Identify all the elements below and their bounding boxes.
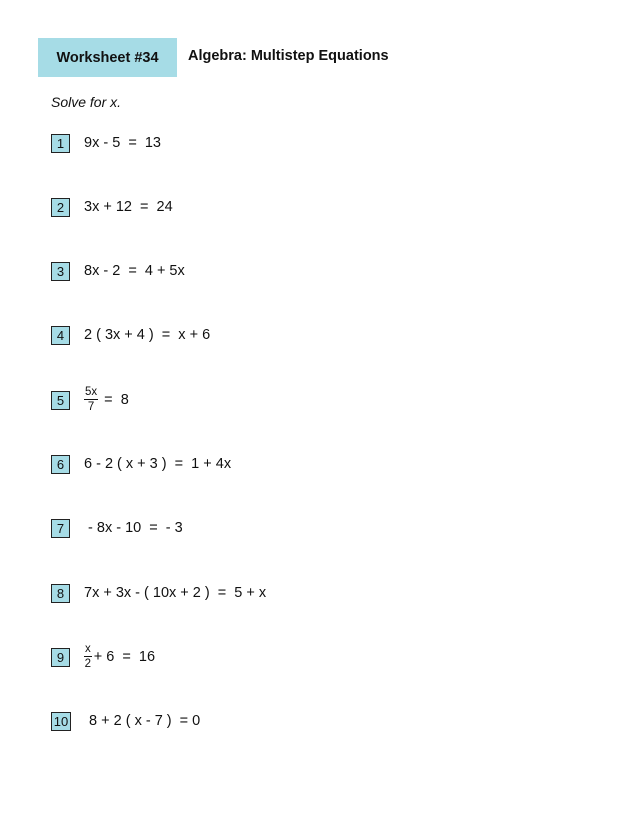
equation: 8x - 2 = 4 + 5x [84, 263, 185, 279]
equation-rest: + 6 = 16 [93, 649, 156, 665]
problem-number: 6 [51, 455, 70, 474]
problem-number: 9 [51, 648, 70, 667]
fraction-numerator: 5x [84, 387, 98, 401]
problem-5 [51, 385, 129, 413]
equation: 7x + 3x - ( 10x + 2 ) = 5 + x [84, 585, 267, 601]
fraction [84, 644, 92, 671]
problem-2 [51, 195, 173, 219]
problem-4 [51, 323, 210, 347]
worksheet-title: Algebra: Multistep Equations [188, 48, 389, 64]
equation: 8 + 2 ( x - 7 ) = 0 [85, 713, 201, 729]
problem-number: 10 [51, 712, 71, 731]
problem-7 [51, 516, 183, 540]
problem-10 [51, 709, 200, 733]
equation: - 8x - 10 = - 3 [84, 520, 183, 536]
equation: 2 ( 3x + 4 ) = x + 6 [84, 327, 211, 343]
problem-number: 5 [51, 391, 70, 410]
problem-6 [51, 452, 231, 476]
fraction-numerator: x [84, 644, 92, 658]
equation-with-fraction [84, 644, 155, 671]
equation-rest: = 8 [100, 392, 129, 408]
equation-with-fraction [84, 387, 129, 414]
fraction [84, 387, 98, 414]
problem-3 [51, 259, 185, 283]
worksheet-label-text: Worksheet #34 [56, 49, 159, 66]
worksheet-label [38, 38, 177, 77]
problem-number: 4 [51, 326, 70, 345]
problem-1 [51, 131, 161, 155]
problem-9 [51, 642, 156, 670]
problem-number: 7 [51, 519, 70, 538]
problem-number: 3 [51, 262, 70, 281]
equation: 9x - 5 = 13 [84, 135, 161, 151]
instructions: Solve for x. [51, 94, 122, 110]
problem-number: 2 [51, 198, 70, 217]
problem-8 [51, 581, 266, 605]
equation: 6 - 2 ( x + 3 ) = 1 + 4x [84, 456, 232, 472]
problem-number: 8 [51, 584, 70, 603]
equation: 3x + 12 = 24 [84, 199, 173, 215]
fraction-denominator: 7 [87, 401, 95, 413]
problem-number: 1 [51, 134, 70, 153]
fraction-denominator: 2 [84, 658, 92, 670]
